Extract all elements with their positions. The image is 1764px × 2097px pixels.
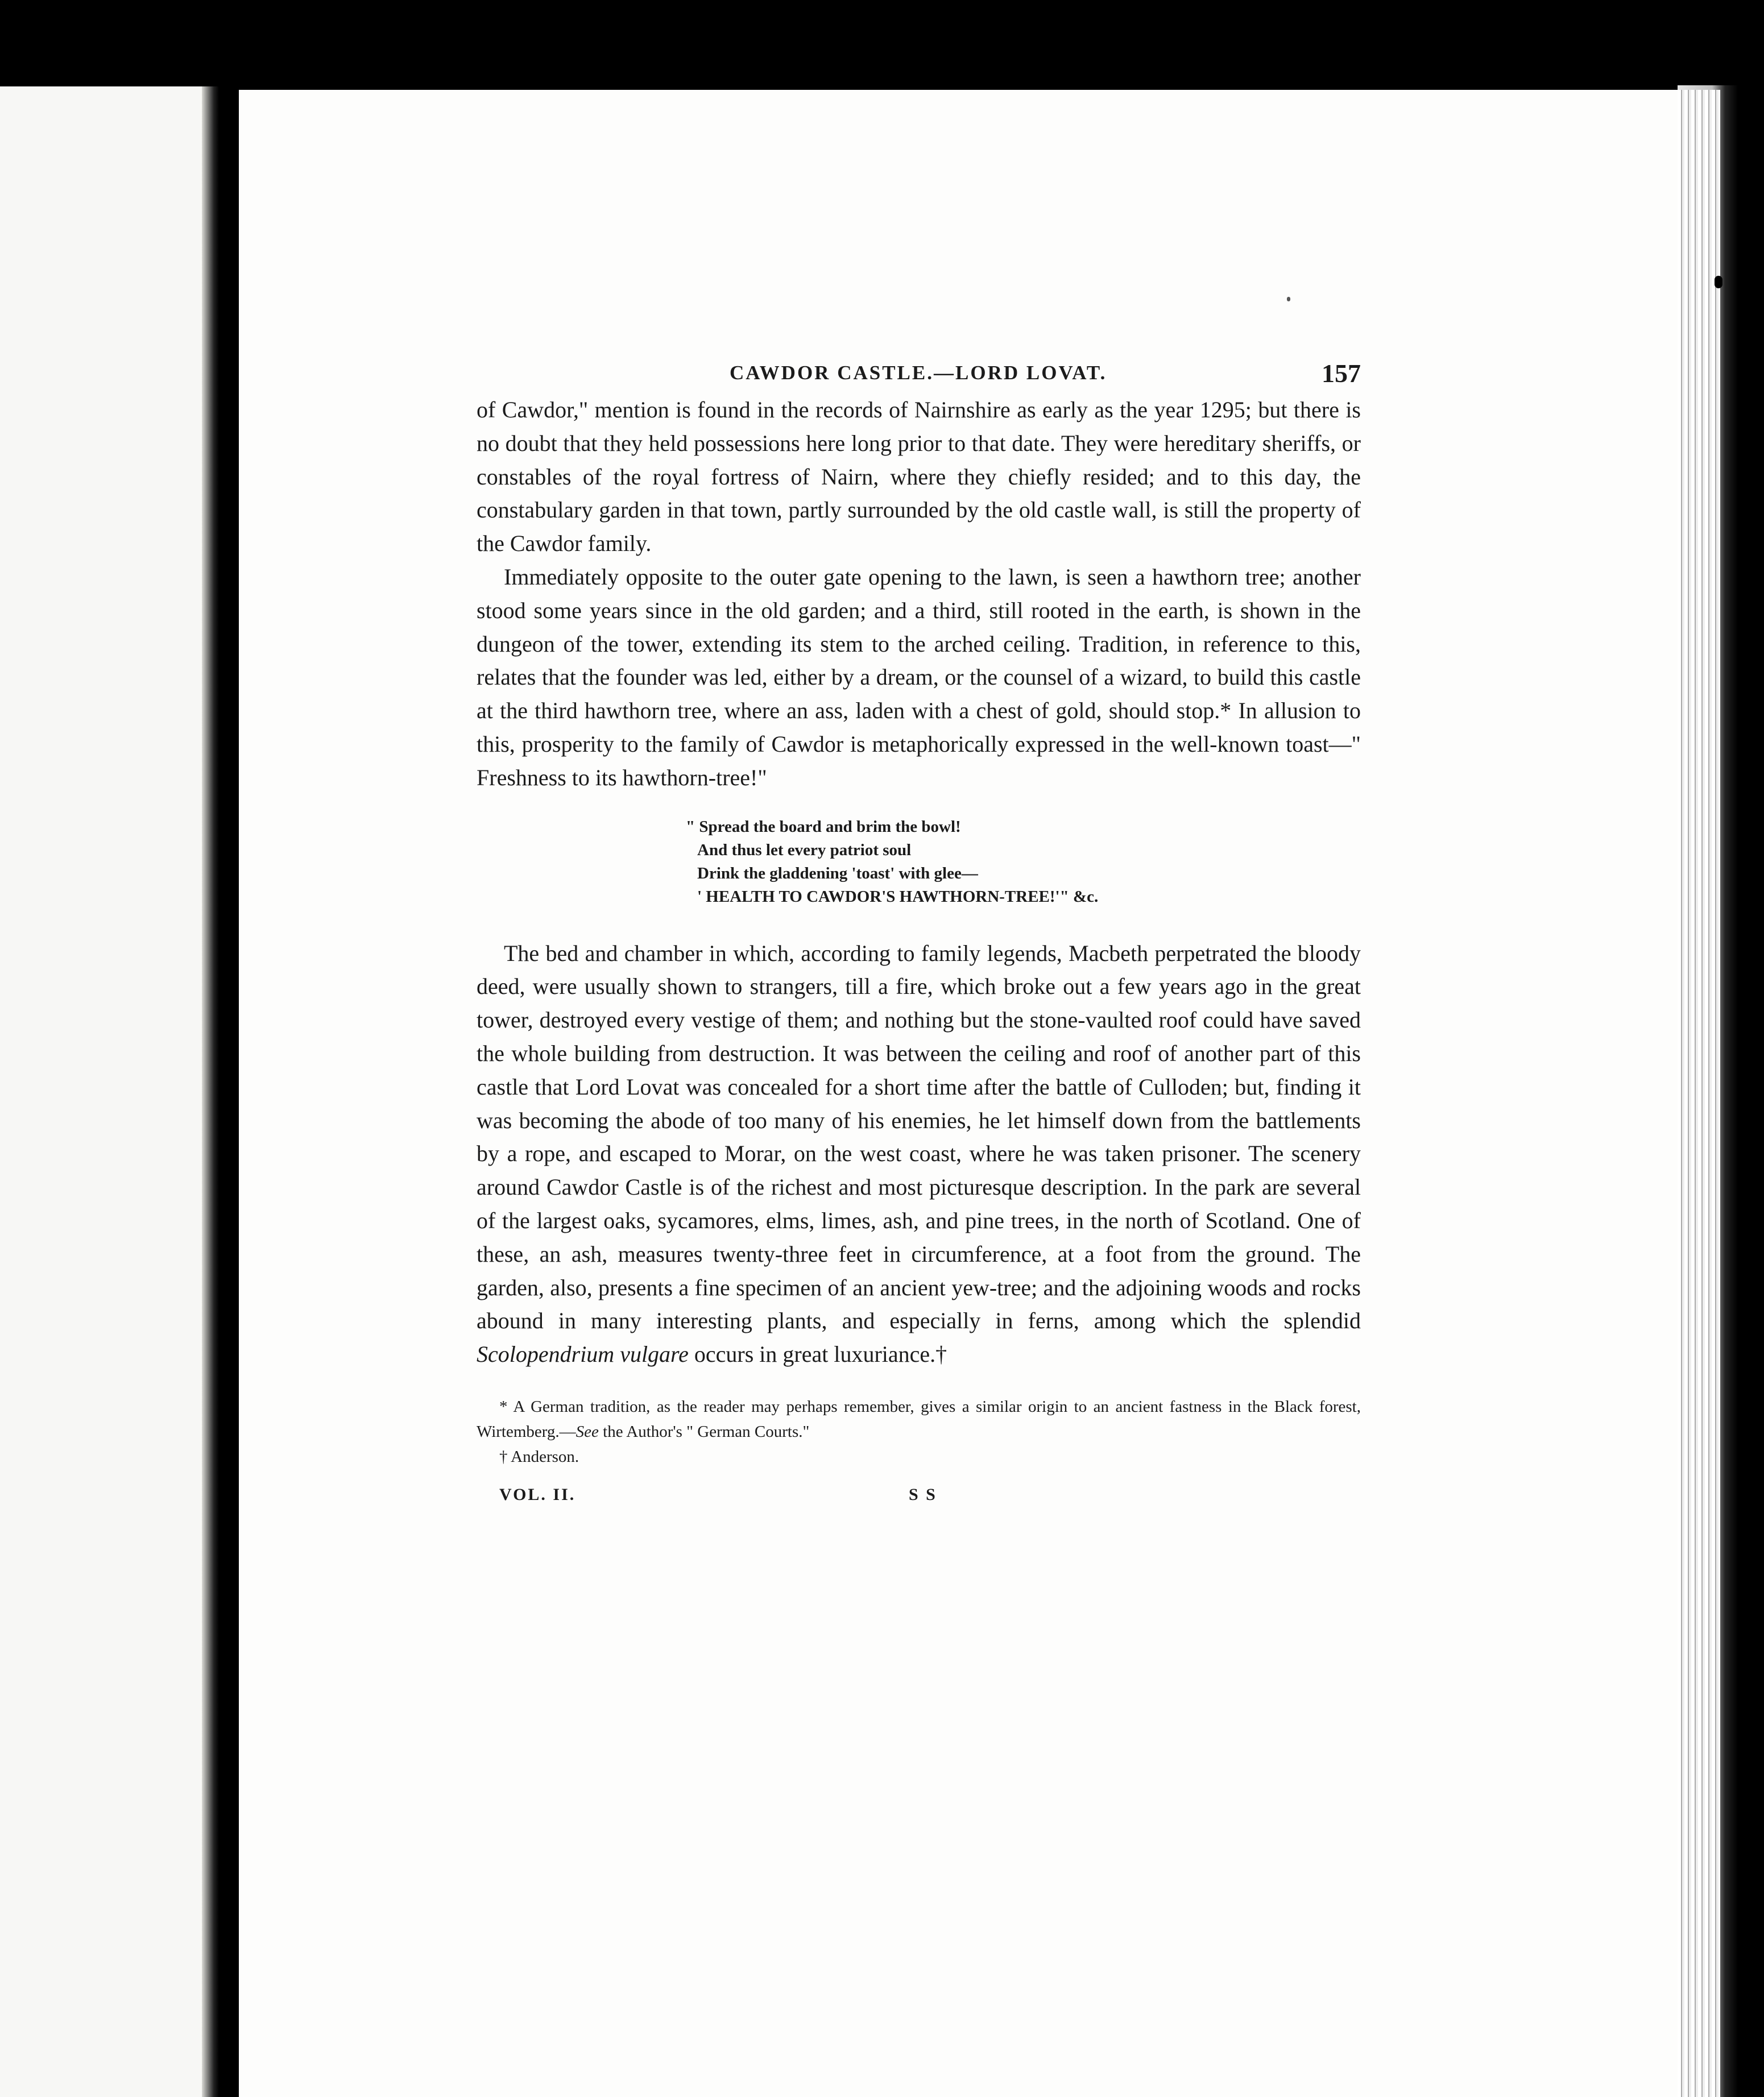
- facing-page-edge: [0, 86, 219, 2097]
- verse-line: " Spread the board and brim the bowl!: [686, 817, 961, 836]
- footnote-1-see: See: [575, 1422, 599, 1441]
- paragraph-3: [477, 937, 1361, 1371]
- footnote-1: [477, 1394, 1361, 1444]
- page-text: [477, 358, 1361, 1515]
- signature-line: [477, 1481, 1361, 1515]
- paragraph-2: Immediately opposite to the outer gate opening to the lawn, is seen a hawthorn tree; another stood some years since in the old garden; and a third, still rooted in the earth, is shown in the dungeon of the tower, extending its stem to the arched ceiling. Tradition, in reference to this, relates that the founder was led, either by a dream, or the counsel of a wizard, to build this castle at the third hawthorn tree, where an ass, laden with a chest of gold, should stop.* In allusion to this, prosperity to the family of Cawdor is metaphorically expressed in the well-known toast—" Freshness to its hawthorn-tree!": [477, 563, 1361, 790]
- scan-speck: [1287, 297, 1290, 301]
- running-title: CAWDOR CASTLE.—LORD LOVAT.: [730, 362, 1107, 384]
- volume-mark: VOL. II.: [499, 1485, 576, 1504]
- paragraph-3-text: The bed and chamber in which, according to family legends, Macbeth perpetrated the bloody deed, were usually shown to strangers, till a fire, which broke out a few years ago in the great tower, destroyed every vestige of them; and nothing but the stone-vaulted roof could have saved the whole building from destruction. It was between the ceiling and roof of another part of this castle that Lord Lovat was concealed for a short time after the battle of Culloden; but, finding it was becoming the abode of too many of his enemies, he let himself down from the battlements by a rope, and escaped to Morar, on the west coast, where he was taken prisoner. The scenery around Cawdor Castle is of the richest and most picturesque description. In the park are several of the largest oaks, sycamores, elms, limes, ash, and pine trees, in the north of Scotland. One of these, an ash, measures twenty-three feet in circumference, at a foot from the ground. The garden, also, presents a fine specimen of an ancient yew-tree; and the adjoining woods and rocks abound in many interesting plants, and especially in ferns, among which the splendid: [477, 940, 1361, 1334]
- verse-line: Drink the gladdening 'toast' with glee—: [697, 864, 978, 882]
- footnotes: [477, 1394, 1361, 1469]
- signature-mark: S S: [909, 1485, 937, 1504]
- paragraph-1: of Cawdor," mention is found in the records of Nairnshire as early as the year 1295; but there is no doubt that they held possessions here long prior to that date. They were hereditary sheriffs, or constables of the royal fortress of Nairn, where they chiefly resided; and to this day, the constabulary garden in that town, partly surrounded by the old castle wall, is still the property of the Cawdor family.: [477, 397, 1361, 557]
- verse-quote: [686, 815, 1361, 909]
- footnote-1-end: the Author's " German Courts.": [598, 1422, 810, 1441]
- left-gutter-shadow: [202, 86, 219, 2097]
- verse-line: ' HEALTH TO CAWDOR'S HAWTHORN-TREE!'" &c.: [697, 887, 1099, 906]
- paragraph-3-end: occurs in great luxuriance.†: [688, 1341, 947, 1367]
- running-header: [477, 358, 1361, 393]
- footnote-2: † Anderson.: [499, 1447, 579, 1466]
- scan-gap: [219, 0, 239, 2097]
- verse-line: And thus let every patriot soul: [697, 840, 912, 859]
- species-name: Scolopendrium vulgare: [477, 1341, 689, 1367]
- page-number: 157: [1322, 359, 1361, 388]
- footnote-1-text: * A German tradition, as the reader may perhaps remember, gives a similar origin to an ancient fastness in the Black forest, Wirtemberg.—: [477, 1397, 1361, 1441]
- page-stack-edge: [1678, 90, 1720, 2097]
- scan-speck: [1715, 276, 1722, 288]
